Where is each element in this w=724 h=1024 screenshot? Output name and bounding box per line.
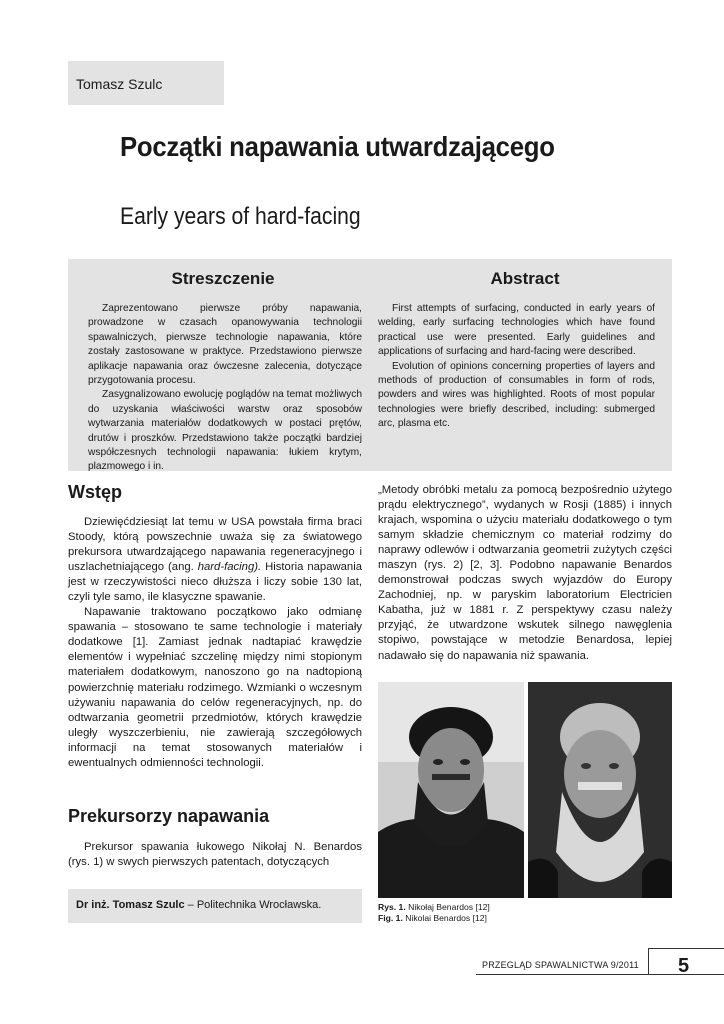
right-column-text <box>378 483 672 664</box>
abstract-paragraph: Evolution of opinions concerning properties of layers and methods of production of consumables in form of rods, powders and wires was highlighted. Roots of most popular technologies were briefly described, including: submerged arc, plasma etc. <box>378 360 655 430</box>
section-heading-prekursorzy: Prekursorzy napawania <box>68 806 270 826</box>
wstep-paragraph <box>68 515 362 605</box>
page-number: 5 <box>678 955 690 977</box>
portrait-old-drawing <box>528 682 672 898</box>
streszczenie-heading: Streszczenie <box>171 269 275 288</box>
term-emphasis: hard-facing). <box>197 561 262 574</box>
abstract-paragraph: First attempts of surfacing, conducted in early years of welding, early surfacing technologies which have found practical use were presented. Early guidelines and applications of surfacing and hard-facing were described. <box>378 303 655 358</box>
text-run: Dziewięćdziesiąt lat temu w USA powstała firma braci Stoody, którą powszechnie uważa się za światowego prekursora utwardzającego napawania regeneracyjnego i uszlachetniającego (ang. <box>68 516 362 574</box>
footer-rule <box>648 948 724 949</box>
streszczenie-paragraph: Zasygnalizowano ewolucję poglądów na temat możliwych do uzyskania właściwości warstw oraz sposobów wytwarzania materiałów dodatkowych w postaci prętów, drutów i proszków. Przedstawiono także początki bardziej współczesnych technologii napawania: łukiem krytym, plazmowego i in. <box>88 389 362 473</box>
portrait-photo-young <box>378 682 524 898</box>
right-paragraph: „Metody obróbki metalu za pomocą bezpośrednio użytego prądu elektrycznego”, wydanych w Rosji (1885) i innych krajach, wspomina o użyciu materiału dodatkowego o tym samym składzie chemicznym co materiał rodzimy do naprawy odlewów i odtwarzania geometrii zużytych części maszyn (rys. 2) [2, 3]. Podobno napawanie Benardos demonstrował podczas swych wyjazdów do Europy Zachodniej, np. w paryskim laboratorium Electricien Kabatha, już w 1881 r. Z perspektywy czasu należy przyjąć, że utwardzone wskutek silnego nawęglenia stopiwo, powstające w metodzie Benardosa, lepiej nadawało się do napawania niż spawania. <box>378 484 672 662</box>
affiliation-box <box>68 889 362 923</box>
abstract-text <box>378 302 655 432</box>
section-heading-wstep: Wstęp <box>68 482 122 502</box>
caption-english <box>378 913 490 924</box>
caption-text: Nikołaj Benardos [12] <box>405 902 490 912</box>
portrait-young-drawing <box>378 682 524 898</box>
wstep-paragraph: Napawanie traktowano początkowo jako odmianę spawania – stosowano te same technologie i materiały dodatkowe [1]. Zamiast jednak nadtapiać krawędzie elementów i wypełniać szczelinę między nimi stopionym materiałem dodatkowym, nanoszono go na nadtopioną powierzchnię materiału rodzimego. Wzmianki o wczesnym używaniu napawania do celów regeneracyjnych, np. do odtwarzania geometrii przedmiotów, których krawędzie uległy wyszczerbieniu, nie zawierają szczegółowych informacji na temat stosowanych materiałów i ewentualnych odmienności technologii. <box>68 606 362 769</box>
figure-caption <box>378 902 490 924</box>
abstract-heading: Abstract <box>490 269 560 288</box>
affiliation-institution: – Politechnika Wrocławska. <box>184 899 322 911</box>
author-name: Tomasz Szulc <box>76 76 163 92</box>
wstep-text <box>68 515 362 771</box>
author-box <box>68 61 224 105</box>
streszczenie-text <box>88 302 362 475</box>
affiliation-name: Dr inż. Tomasz Szulc <box>76 899 185 911</box>
title-polish: Początki napawania utwardzającego <box>120 131 555 162</box>
streszczenie-paragraph: Zaprezentowano pierwsze próby napawania, prowadzone w czasach opanowywania technologii spawalniczych, pierwsze technologie napawania, które zostały zastosowane w praktyce. Przedstawiono pierwsze aplikacje napawania oraz ówczesne zalecenia, dotyczące przygotowania procesu. <box>88 303 362 387</box>
title-english: Early years of hard-facing <box>120 203 361 230</box>
caption-polish <box>378 902 490 913</box>
caption-text: Nikolai Benardos [12] <box>402 913 487 923</box>
prekursorzy-text <box>68 840 362 870</box>
text-run: Historia napawania jest w rzeczywistości nieco dłuższa i liczy sobie 130 lat, czyli tyle samo, ile klasyczne spawanie. <box>68 561 362 604</box>
journal-name: PRZEGLĄD SPAWALNICTWA 9/2011 <box>482 960 639 970</box>
portrait-photo-old <box>528 682 672 898</box>
prekursorzy-paragraph: Prekursor spawania łukowego Nikołaj N. Benardos (rys. 1) w swych pierwszych patentach, dotyczących <box>68 841 362 869</box>
abstract-panel <box>68 259 672 471</box>
caption-label: Rys. 1. <box>378 902 406 912</box>
caption-label: Fig. 1. <box>378 913 403 923</box>
footer-divider <box>648 949 649 975</box>
